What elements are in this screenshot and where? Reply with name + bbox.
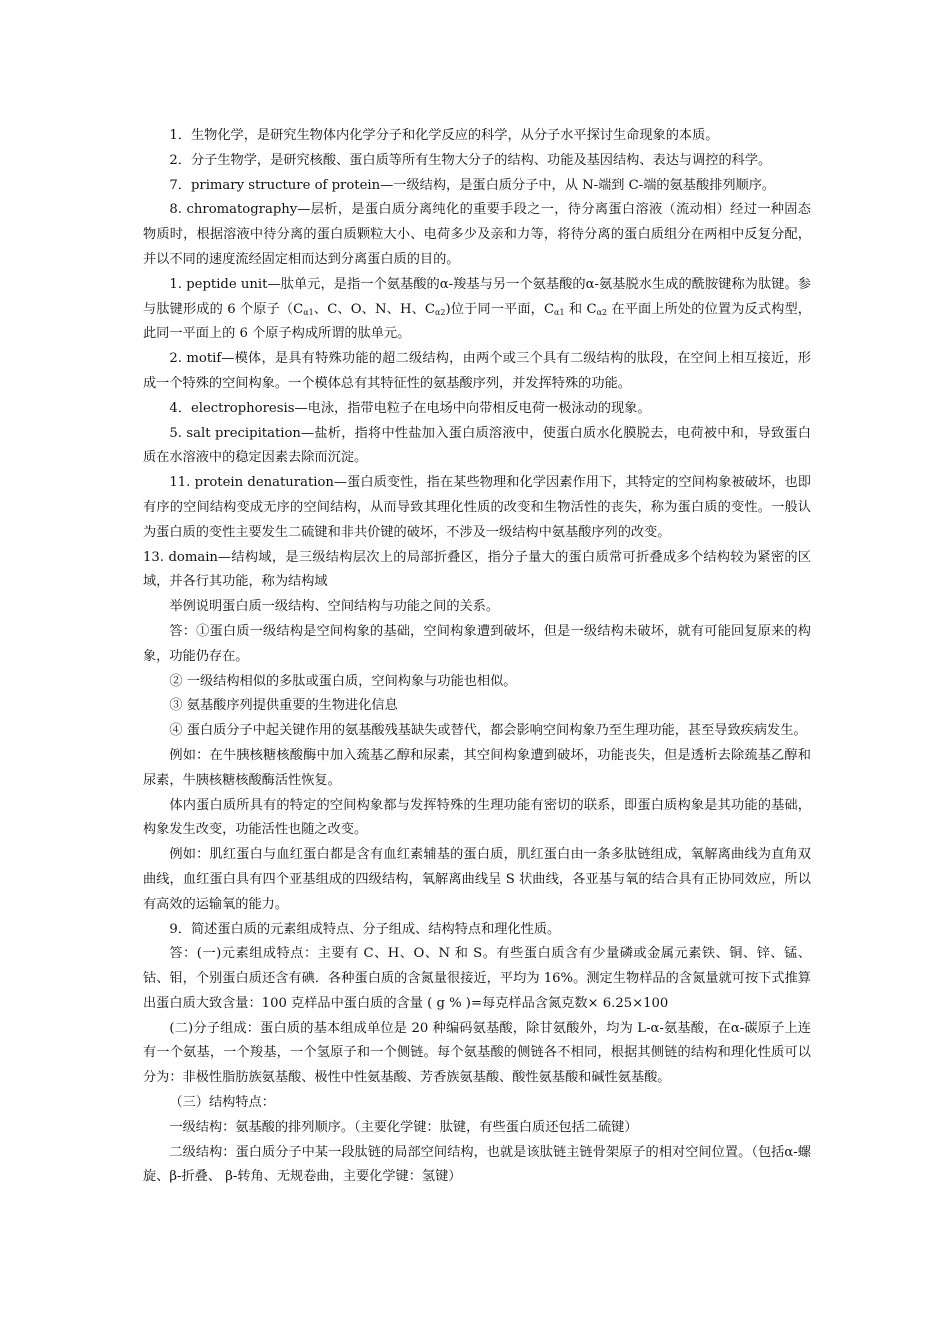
answer-structure-heading: （三）结构特点： <box>169 1095 275 1111</box>
def-protein-denaturation: 11. protein denaturation—蛋白质变性，指在某些物理和化学因素作用下，其特定的空间构象被破坏，也即有序的空间结构变成无序的空间结构，从而导致其理化性质的改变和生物活性的丧失，称为蛋白质的变性。一般认为蛋白质的变性主要发生二硫键和非共价键的破坏，不涉及一级结构中氨基酸序列的改变。 <box>143 475 811 540</box>
def-primary-structure: 7．primary structure of protein—一级结构，是蛋白质分子中，从 N-端到 C-端的氨基酸排列顺序。 <box>169 177 776 193</box>
answer-element-composition: 答：(一)元素组成特点：主要有 C、H、O、N 和 S。有些蛋白质含有少量磷或金属元素铁、铜、锌、锰、钴、钼，个别蛋白质还含有碘．各种蛋白质的含氮量很接近，平均为 16%。测定生物样品的含氮量就可按下式推算出蛋白质大致含量：100 克样品中蛋白质的含量 ( g % )=每克样品含氮克数× 6.25×100 <box>143 946 811 1011</box>
question-structure-function: 举例说明蛋白质一级结构、空间结构与功能之间的关系。 <box>169 599 500 615</box>
subscript-alpha1: α1 <box>303 307 314 317</box>
def-domain: 13. domain—结构域，是三级结构层次上的局部折叠区，指分子量大的蛋白质常可折叠成多个结构较为紧密的区域，并各行其功能，称为结构域 <box>143 549 811 590</box>
def-motif: 2. motif—模体，是具有特殊功能的超二级结构，由两个或三个具有二级结构的肽段，在空间上相互接近，形成一个特殊的空间构象。一个模体总有其特征性的氨基酸序列，并发挥特殊的功能。 <box>143 351 811 391</box>
document-page <box>143 124 811 1190</box>
peptide-unit-text-d: 和 C <box>564 301 597 317</box>
example-hemoglobin: 例如：肌红蛋白与血红蛋白都是含有血红素辅基的蛋白质，肌红蛋白由一条多肽链组成，氧解离曲线为直角双曲线，血红蛋白具有四个亚基组成的四级结构，氧解离曲线呈 S 状曲线，各亚基与氧的结合具有正协同效应，所以有高效的运输氧的能力。 <box>143 847 811 912</box>
secondary-structure-note: 二级结构：蛋白质分子中某一段肽链的局部空间结构，也就是该肽链主链骨架原子的相对空间位置。（包括α-螺旋、β-折叠、 β-转角、无规卷曲，主要化学键：氢键） <box>143 1144 811 1185</box>
example-ribonuclease: 例如：在牛胰核糖核酸酶中加入巯基乙醇和尿素，其空间构象遭到破坏，功能丧失，但是透析去除巯基乙醇和尿素，牛胰核糖核酸酶活性恢复。 <box>143 747 811 788</box>
answer-point-4: ④ 蛋白质分子中起关键作用的氨基酸残基缺失或替代，都会影响空间构象乃至生理功能，甚至导致疾病发生。 <box>169 723 807 739</box>
peptide-unit-text-c: )位于同一平面，C <box>445 301 555 317</box>
def-electrophoresis: 4．electrophoresis—电泳，指带电粒子在电场中向带相反电荷一极泳动的现象。 <box>169 400 651 416</box>
question-protein-composition: 9．简述蛋白质的元素组成特点、分子组成、结构特点和理化性质。 <box>169 921 561 937</box>
def-salt-precipitation: 5. salt precipitation—盐析，指将中性盐加入蛋白质溶液中，使蛋白质水化膜脱去，电荷被中和，导致蛋白质在水溶液中的稳定因素去除而沉淀。 <box>143 425 811 466</box>
peptide-unit-text-b: 、C、O、N、H、C <box>313 301 435 317</box>
primary-structure-note: 一级结构：氨基酸的排列顺序。（主要化学键：肽键，有些蛋白质还包括二硫键） <box>169 1119 638 1135</box>
answer-molecular-composition: (二)分子组成：蛋白质的基本组成单位是 20 种编码氨基酸，除甘氨酸外，均为 L-α-氨基酸，在α-碳原子上连有一个氨基，一个羧基，一个氢原子和一个侧链。每个氨基酸的侧链各不相同，根据其侧链的结构和理化性质可以分为：非极性脂肪族氨基酸、极性中性氨基酸、芳香族氨基酸、酸性氨基酸和碱性氨基酸。 <box>143 1020 811 1086</box>
def-molecular-biology: 2．分子生物学，是研究核酸、蛋白质等所有生物大分子的结构、功能及基因结构、表达与调控的科学。 <box>169 152 772 168</box>
subscript-alpha2-second: α2 <box>596 307 608 317</box>
subscript-alpha2: α2 <box>434 307 446 317</box>
answer-point-2: ② 一级结构相似的多肽或蛋白质，空间构象与功能也相似。 <box>169 673 517 689</box>
peptide-unit-text-a: 1. peptide unit—肽单元，是指一个氨基酸的α-羧基与另一个氨基酸的α-氨基脱水生成的酰胺键称为肽键。参与肽键形成的 6 个原子（C <box>143 276 811 317</box>
answer-point-3: ③ 氨基酸序列提供重要的生物进化信息 <box>169 698 398 714</box>
conformation-function-text: 体内蛋白质所具有的特定的空间构象都与发挥特殊的生理功能有密切的联系，即蛋白质构象是其功能的基础，构象发生改变，功能活性也随之改变。 <box>143 797 811 838</box>
def-chromatography: 8. chromatography—层析，是蛋白质分离纯化的重要手段之一，待分离蛋白溶液（流动相）经过一种固态物质时，根据溶液中待分离的蛋白质颗粒大小、电荷多少及亲和力等，将待分离的蛋白质组分在两相中反复分配，并以不同的速度流经固定相而达到分离蛋白质的目的。 <box>143 202 811 267</box>
def-biochemistry: 1．生物化学，是研究生物体内化学分子和化学反应的科学，从分子水平探讨生命现象的本质。 <box>169 128 719 143</box>
subscript-alpha1-second: α1 <box>554 307 565 317</box>
def-peptide-unit <box>143 273 811 347</box>
peptide-unit-text-e: 在平面上所处的位置为反式构型，此同一平面上的 6 个原子构成所谓的肽单元。 <box>143 301 811 342</box>
answer-point-1: 答：①蛋白质一级结构是空间构象的基础，空间构象遭到破坏，但是一级结构未破坏，就有可能回复原来的构象，功能仍存在。 <box>143 623 811 664</box>
